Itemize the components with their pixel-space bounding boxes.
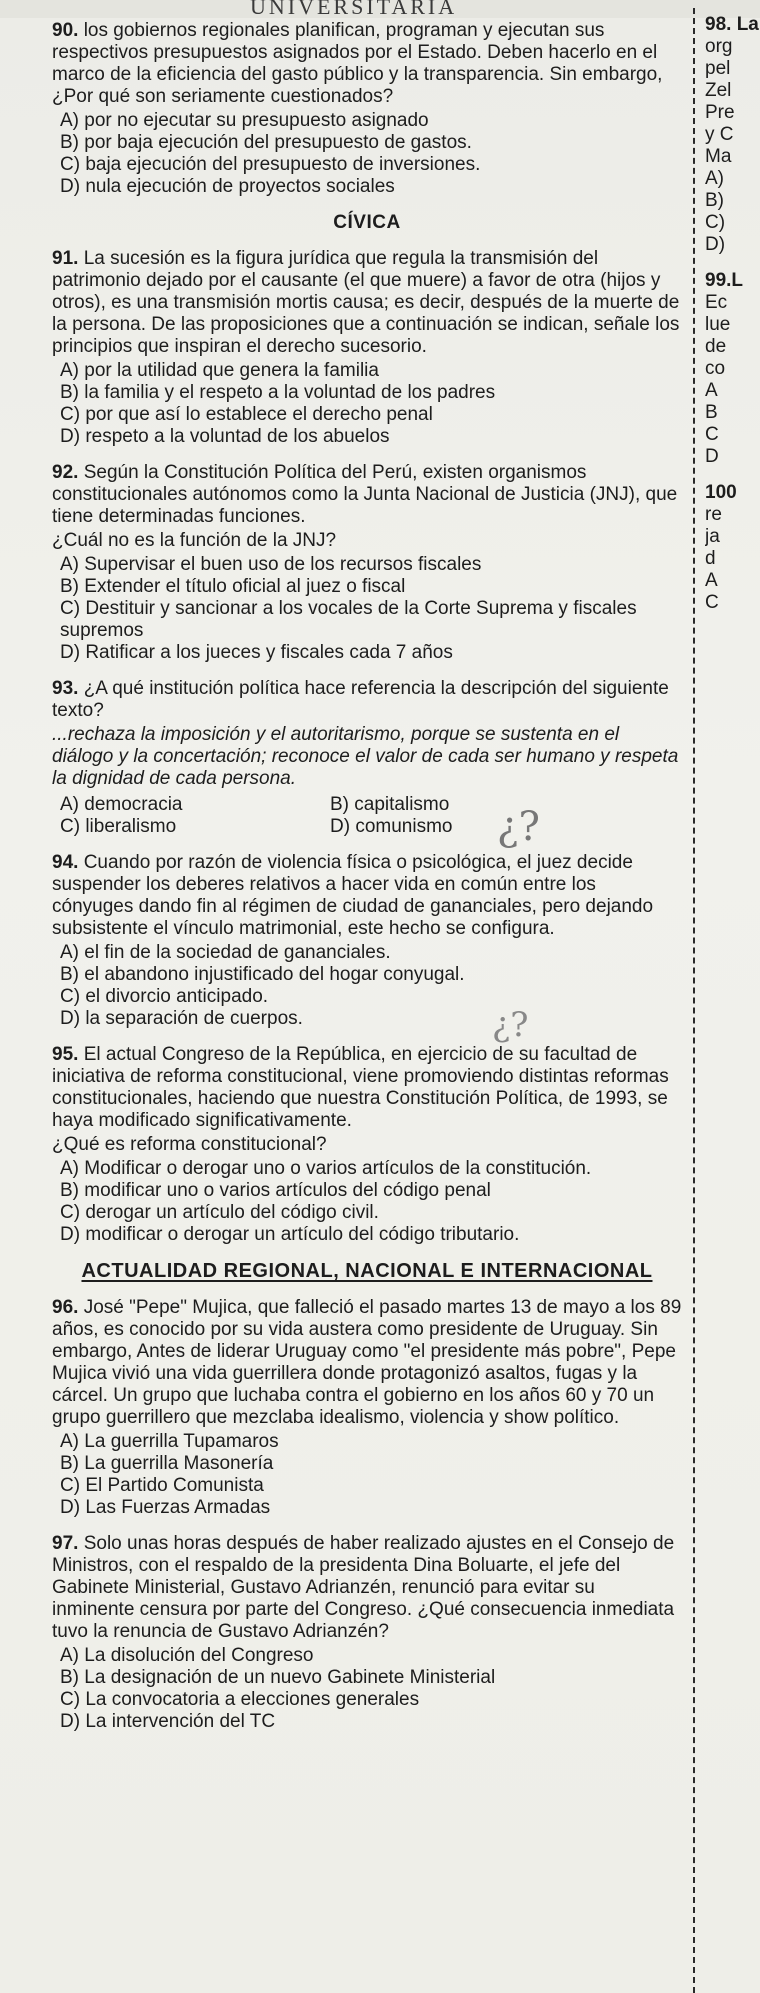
- question-number: 97.: [52, 1533, 79, 1554]
- option-d[interactable]: D) Ratificar a los jueces y fiscales cada 7 años: [60, 642, 453, 663]
- question-stem: El actual Congreso de la República, en ejercicio de su facultad de iniciativa de reforma constitucional, viene promoviendo distintas reformas constitucionales, haciendo que nuestra Constitución Política, de 1993, se haya modificado significativamente.: [52, 1044, 669, 1131]
- options-list: [52, 942, 682, 1030]
- options-grid: [52, 794, 682, 850]
- option-d[interactable]: D) respeto a la voluntad de los abuelos: [60, 426, 390, 447]
- subquestion: ¿Cuál no es la función de la JNJ?: [52, 530, 337, 551]
- question-number: 91.: [52, 248, 79, 269]
- question-97: [52, 1533, 682, 1733]
- option-d[interactable]: D) nula ejecución de proyectos sociales: [60, 176, 395, 197]
- option-c[interactable]: C) por que así lo establece el derecho penal: [60, 404, 433, 425]
- question-96: [52, 1297, 682, 1519]
- question-stem: La sucesión es la figura jurídica que regula la transmisión del patrimonio dejado por el causante (el que muere) a favor de otra (hijos y otros), es una transmisión mortis causa; es decir, después de la muerte de la persona. De las proposiciones que a continuación se indican, señale los principios que inspiran el derecho sucesorio.: [52, 248, 680, 357]
- option-d[interactable]: D) Las Fuerzas Armadas: [60, 1497, 271, 1518]
- option-d[interactable]: D) La intervención del TC: [60, 1711, 276, 1732]
- right-q98-line: pel: [705, 58, 731, 79]
- right-q99-line: C: [705, 424, 719, 445]
- right-q98-line: Zel: [705, 80, 732, 101]
- right-q98-line: org: [705, 36, 733, 57]
- question-stem: Según la Constitución Política del Perú, existen organismos constitucionales autónomos como la Junta Nacional de Justicia (JNJ), que tiene determinadas funciones.: [52, 462, 678, 527]
- option-b[interactable]: B) por baja ejecución del presupuesto de gastos.: [60, 132, 472, 153]
- right-q98-line: D): [705, 234, 726, 255]
- quoted-text: ...rechaza la imposición y el autoritarismo, porque se sustenta en el diálogo y la concertación; reconoce el valor de cada ser humano y respeta la dignidad de cada persona.: [52, 724, 679, 789]
- option-b[interactable]: B) Extender el título oficial al juez o fiscal: [60, 576, 406, 597]
- right-q100-line: ja: [705, 526, 720, 547]
- section-civica: CÍVICA: [333, 212, 401, 233]
- question-stem: Cuando por razón de violencia física o psicológica, el juez decide suspender los deberes relativos a hacer vida en común entre los cónyuges dando fin al régimen de ciudad de gananciales, pero dejando subsistente el vínculo matrimonial, este hecho se configura.: [52, 852, 654, 939]
- right-q99-line: de: [705, 336, 727, 357]
- subquestion: ¿Qué es reforma constitucional?: [52, 1134, 327, 1155]
- option-a[interactable]: A) La disolución del Congreso: [60, 1645, 314, 1666]
- question-number: 92.: [52, 462, 79, 483]
- right-q98-line: Ma: [705, 146, 732, 167]
- handwritten-question-mark-icon: ¿?: [497, 804, 540, 850]
- options-list: [52, 1645, 682, 1733]
- right-q98-line: B): [705, 190, 724, 211]
- option-c[interactable]: C) Destituir y sancionar a los vocales de la Corte Suprema y fiscales supremos: [60, 598, 637, 641]
- option-a[interactable]: A) por la utilidad que genera la familia: [60, 360, 379, 381]
- question-number: 94.: [52, 852, 79, 873]
- question-number: 90.: [52, 20, 79, 41]
- right-q100-line: d: [705, 548, 716, 569]
- option-c[interactable]: C) el divorcio anticipado.: [60, 986, 269, 1007]
- option-c[interactable]: C) derogar un artículo del código civil.: [60, 1202, 379, 1223]
- options-list: [52, 554, 682, 664]
- right-q100-line: re: [705, 504, 722, 525]
- question-stem: ¿A qué institución política hace referencia la descripción del siguiente texto?: [52, 678, 669, 721]
- option-b[interactable]: B) La designación de un nuevo Gabinete Ministerial: [60, 1667, 496, 1688]
- question-90: [52, 20, 682, 198]
- options-list: [52, 360, 682, 448]
- right-q99-line: B: [705, 402, 718, 423]
- right-q100-line: C: [705, 592, 719, 613]
- question-93: [52, 678, 682, 850]
- option-c[interactable]: C) baja ejecución del presupuesto de inversiones.: [60, 154, 481, 175]
- options-list: [52, 1431, 682, 1519]
- option-d[interactable]: D) comunismo: [330, 816, 453, 837]
- right-q98-line: 98. La: [705, 14, 759, 35]
- option-d[interactable]: D) modificar o derogar un artículo del código tributario.: [60, 1224, 520, 1245]
- right-q99-line: Ec: [705, 292, 728, 313]
- right-q98-line: A): [705, 168, 724, 189]
- option-b[interactable]: B) capitalismo: [330, 794, 450, 815]
- question-stem: los gobiernos regionales planifican, programan y ejecutan sus respectivos presupuestos asignados por el Estado. Deben hacerlo en el marco de la eficiencia del gasto público y la transparencia. Sin embargo, ¿Por qué son seriamente cuestionados?: [52, 20, 663, 107]
- option-c[interactable]: C) La convocatoria a elecciones generales: [60, 1689, 420, 1710]
- section-actualidad: ACTUALIDAD REGIONAL, NACIONAL E INTERNACIONAL: [81, 1260, 653, 1282]
- right-q98-line: y C: [705, 124, 734, 145]
- right-q99-line: A: [705, 380, 718, 401]
- option-c[interactable]: C) liberalismo: [60, 816, 177, 837]
- option-b[interactable]: B) el abandono injustificado del hogar conyugal.: [60, 964, 465, 985]
- right-q100-line: A: [705, 570, 718, 591]
- right-q100-line: 100: [705, 482, 737, 503]
- option-b[interactable]: B) modificar uno o varios artículos del código penal: [60, 1180, 491, 1201]
- question-91: [52, 248, 682, 448]
- question-94: [52, 852, 682, 1045]
- option-a[interactable]: A) Modificar o derogar uno o varios artículos de la constitución.: [60, 1158, 592, 1179]
- question-stem: José "Pepe" Mujica, que falleció el pasado martes 13 de mayo a los 89 años, es conocido por su vida austera como presidente de Uruguay. Sin embargo, Antes de liderar Uruguay como "el presidente más pobre", Pepe Mujica vivió una vida guerrillera donde protagonizó asaltos, fugas y la cárcel. Un grupo que luchaba contra el gobierno en los años 60 y 70 un grupo guerrillero que mezclaba idealismo, violencia y show político.: [52, 1297, 682, 1428]
- option-c[interactable]: C) El Partido Comunista: [60, 1475, 264, 1496]
- options-list: [52, 1158, 682, 1246]
- option-a[interactable]: A) el fin de la sociedad de gananciales.: [60, 942, 391, 963]
- option-a[interactable]: A) por no ejecutar su presupuesto asignado: [60, 110, 429, 131]
- question-stem: Solo unas horas después de haber realizado ajustes en el Consejo de Ministros, con el respaldo de la presidenta Dina Boluarte, el jefe del Gabinete Ministerial, Gustavo Adrianzén, renunció para evitar su inminente censura por parte del Congreso. ¿Qué consecuencia inmediata tuvo la renuncia de Gustavo Adrianzén?: [52, 1533, 675, 1642]
- question-number: 93.: [52, 678, 79, 699]
- question-number: 95.: [52, 1044, 79, 1065]
- option-a[interactable]: A) democracia: [60, 794, 183, 815]
- option-a[interactable]: A) La guerrilla Tupamaros: [60, 1431, 279, 1452]
- right-q99-line: co: [705, 358, 726, 379]
- right-q99-line: lue: [705, 314, 731, 335]
- right-column-partial: [705, 8, 760, 1993]
- right-q99-line: 99.L: [705, 270, 744, 291]
- question-95: [52, 1044, 682, 1246]
- handwritten-question-mark-icon: ¿?: [492, 1005, 529, 1045]
- column-divider: [693, 8, 695, 1993]
- option-a[interactable]: A) Supervisar el buen uso de los recursos fiscales: [60, 554, 482, 575]
- option-b[interactable]: B) la familia y el respeto a la voluntad de los padres: [60, 382, 496, 403]
- question-number: 96.: [52, 1297, 79, 1318]
- right-q98-line: Pre: [705, 102, 735, 123]
- options-list: [52, 110, 682, 198]
- main-column: [52, 8, 682, 1993]
- right-q99-line: D: [705, 446, 719, 467]
- right-q98-line: C): [705, 212, 726, 233]
- option-d[interactable]: D) la separación de cuerpos.: [60, 1008, 303, 1029]
- option-b[interactable]: B) La guerrilla Masonería: [60, 1453, 274, 1474]
- header-title: UNIVERSITARIA: [250, 0, 458, 19]
- question-92: [52, 462, 682, 664]
